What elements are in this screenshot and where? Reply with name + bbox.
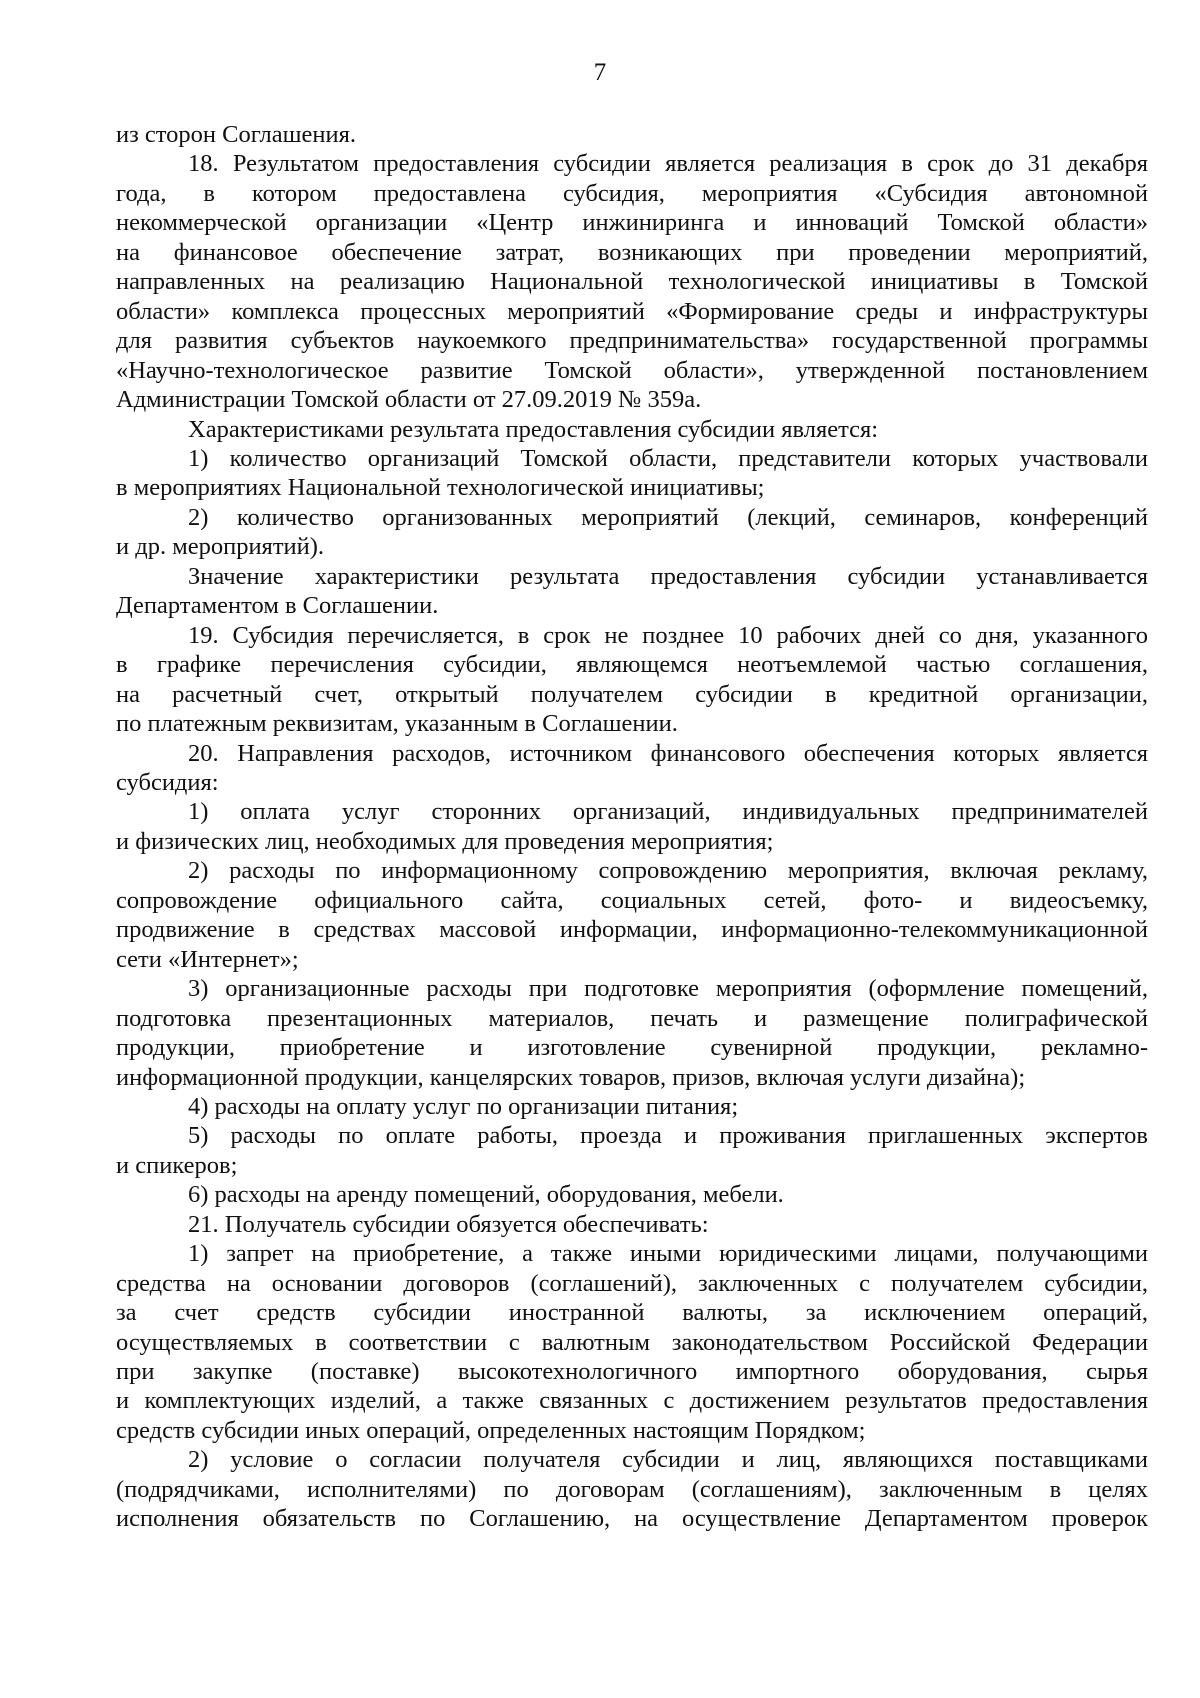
text-line: 6) расходы на аренду помещений, оборудования, мебели. (188, 1181, 784, 1209)
text-line: 21. Получатель субсидии обязуется обеспечивать: (188, 1210, 709, 1238)
text-line: сети «Интернет»; (116, 945, 299, 973)
text-line: 4) расходы на оплату услуг по организации питания; (188, 1092, 739, 1120)
text-line: 5) расходы по оплате работы, проезда и проживания приглашенных экспертов (188, 1122, 1148, 1150)
text-line: из сторон Соглашения. (116, 121, 357, 148)
text-line: и др. мероприятий). (116, 533, 325, 561)
text-line: средства на основании договоров (соглашений), заключенных с получателем субсидии, (116, 1269, 1148, 1297)
text-line: 2) условие о согласии получателя субсидии и лиц, являющихся поставщиками (188, 1446, 1148, 1474)
text-line: 18. Результатом предоставления субсидии является реализация в срок до 31 декабря (188, 150, 1148, 178)
text-line: информационной продукции, канцелярских товаров, призов, включая услуги дизайна); (116, 1063, 1026, 1091)
text-line: (подрядчиками, исполнителями) по договорам (соглашениям), заключенным в целях (116, 1475, 1148, 1503)
text-line: Значение характеристики результата предоставления субсидии устанавливается (188, 562, 1148, 590)
document-body (116, 120, 1148, 1534)
text-line: Характеристиками результата предоставления субсидии является: (188, 415, 879, 443)
text-line: при закупке (поставке) высокотехнологичного импортного оборудования, сырья (116, 1358, 1148, 1386)
text-line: 1) запрет на приобретение, а также иными юридическими лицами, получающими (188, 1240, 1148, 1268)
text-line: в графике перечисления субсидии, являющемся неотъемлемой частью соглашения, (116, 651, 1148, 679)
text-line: средств субсидии иных операций, определенных настоящим Порядком; (116, 1416, 866, 1444)
text-line: и физических лиц, необходимых для проведения мероприятия; (116, 827, 774, 855)
text-line: 20. Направления расходов, источником финансового обеспечения которых является (188, 739, 1148, 767)
text-line: «Научно-технологическое развитие Томской области», утвержденной постановлением (116, 356, 1148, 384)
text-line: продукции, приобретение и изготовление сувенирной продукции, рекламно- (116, 1034, 1148, 1062)
text-line: в мероприятиях Национальной технологической инициативы; (116, 474, 765, 502)
text-line: 2) количество организованных мероприятий (лекций, семинаров, конференций (188, 503, 1148, 531)
text-line: подготовка презентационных материалов, печать и размещение полиграфической (116, 1004, 1148, 1032)
text-line: для развития субъектов наукоемкого предпринимательства» государственной программы (116, 327, 1148, 355)
text-line: 1) количество организаций Томской области, представители которых участвовали (188, 444, 1148, 472)
text-line: 2) расходы по информационному сопровождению мероприятия, включая рекламу, (188, 857, 1148, 885)
text-line: направленных на реализацию Национальной технологической инициативы в Томской (116, 268, 1148, 296)
text-line: на финансовое обеспечение затрат, возникающих при проведении мероприятий, (116, 238, 1148, 266)
text-line: сопровождение официального сайта, социальных сетей, фото- и видеосъемку, (116, 886, 1148, 914)
text-line: 19. Субсидия перечисляется, в срок не позднее 10 рабочих дней со дня, указанного (188, 621, 1148, 649)
text-line: за счет средств субсидии иностранной валюты, за исключением операций, (116, 1299, 1148, 1327)
text-line: по платежным реквизитам, указанным в Соглашении. (116, 710, 678, 738)
text-line: 1) оплата услуг сторонних организаций, индивидуальных предпринимателей (188, 798, 1148, 826)
text-line: исполнения обязательств по Соглашению, на осуществление Департаментом проверок (116, 1505, 1148, 1533)
text-line: и комплектующих изделий, а также связанных с достижением результатов предоставления (116, 1387, 1148, 1415)
text-line: продвижение в средствах массовой информации, информационно-телекоммуникационной (116, 916, 1148, 944)
text-line: Департаментом в Соглашении. (116, 592, 439, 620)
text-line: осуществляемых в соответствии с валютным законодательством Российской Федерации (116, 1328, 1148, 1356)
text-line: некоммерческой организации «Центр инжиниринга и инноваций Томской области» (116, 209, 1148, 237)
text-line: на расчетный счет, открытый получателем субсидии в кредитной организации, (116, 680, 1148, 708)
text-line: области» комплекса процессных мероприятий «Формирование среды и инфраструктуры (116, 297, 1148, 325)
text-line: субсидия: (116, 768, 219, 796)
page-number: 7 (593, 59, 607, 86)
text-line: года, в котором предоставлена субсидия, мероприятия «Субсидия автономной (116, 179, 1148, 207)
text-line: и спикеров; (116, 1151, 238, 1179)
text-line: 3) организационные расходы при подготовке мероприятия (оформление помещений, (188, 975, 1148, 1003)
text-line: Администрации Томской области от 27.09.2019 № 359а. (116, 386, 702, 414)
